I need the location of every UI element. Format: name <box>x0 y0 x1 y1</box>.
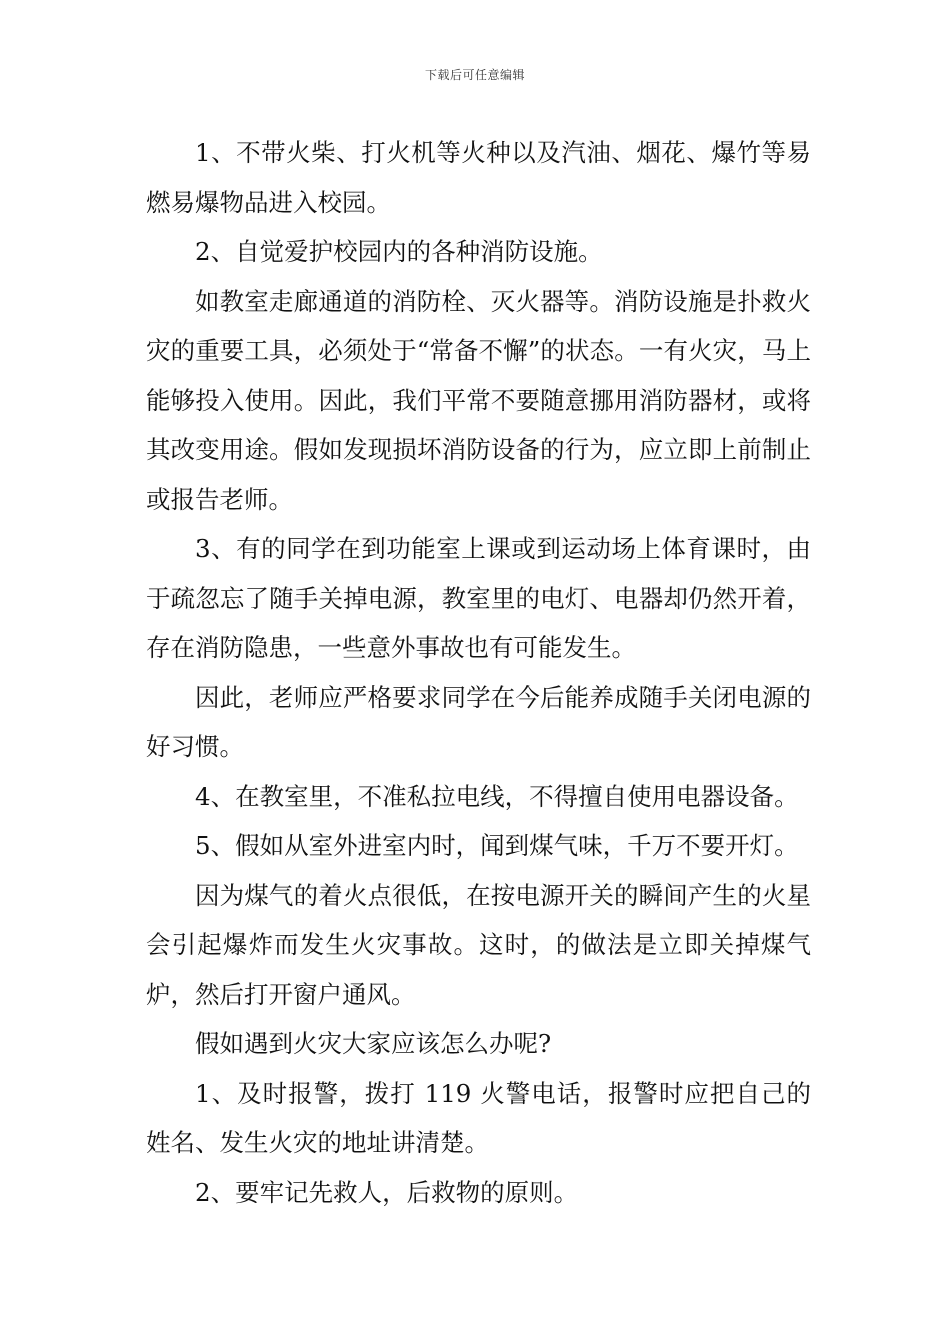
paragraph: 因为煤气的着火点很低，在按电源开关的瞬间产生的火星会引起爆炸而发生火灾事故。这时，的做法是立即关掉煤气炉，然后打开窗户通风。 <box>146 880 811 1009</box>
header-note: 下载后可任意编辑 <box>424 68 525 82</box>
paragraph: 5、假如从室外进室内时，闻到煤气味，千万不要开灯。 <box>195 831 799 860</box>
paragraph: 假如遇到火灾大家应该怎么办呢? <box>195 1029 552 1058</box>
paragraph: 4、在教室里，不准私拉电线，不得擅自使用电器设备。 <box>195 781 799 811</box>
paragraph: 2、自觉爱护校园内的各种消防设施。 <box>195 237 603 266</box>
paragraph: 1、及时报警，拨打 119 火警电话，报警时应把自己的姓名、发生火灾的地址讲清楚。 <box>146 1078 811 1157</box>
paragraph: 如教室走廊通道的消防栓、灭火器等。消防设施是扑救火灾的重要工具，必须处于“常备不懈”的状态。一有火灾，马上能够投入使用。因此，我们平常不要随意挪用消防器材，或将其改变用途。假如发现损坏消防设备的行为，应立即上前制止或报告老师。 <box>146 286 811 514</box>
paragraph: 2、要牢记先救人，后救物的原则。 <box>195 1177 579 1207</box>
document-body <box>146 128 811 1217</box>
paragraph: 3、有的同学在到功能室上课或到运动场上体育课时，由于疏忽忘了随手关掉电源，教室里的电灯、电器却仍然开着，存在消防隐患，一些意外事故也有可能发生。 <box>146 534 811 662</box>
paragraph: 1、不带火柴、打火机等火种以及汽油、烟花、爆竹等易燃易爆物品进入校园。 <box>146 138 811 217</box>
paragraph: 因此，老师应严格要求同学在今后能养成随手关闭电源的好习惯。 <box>146 682 811 761</box>
